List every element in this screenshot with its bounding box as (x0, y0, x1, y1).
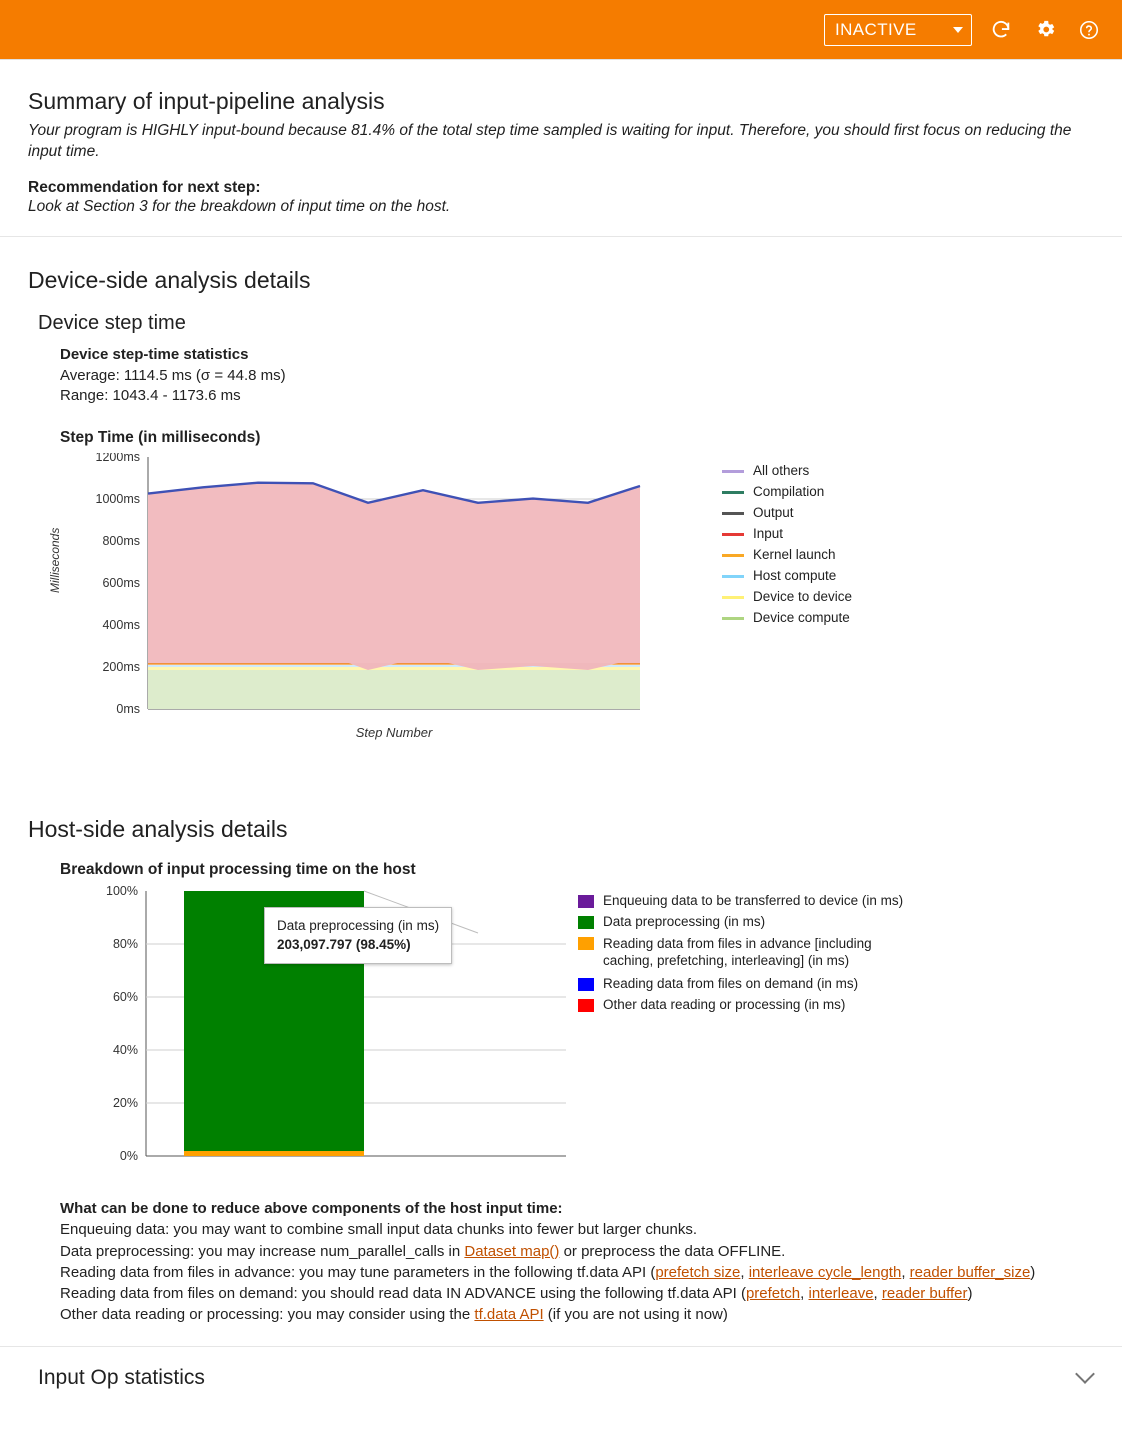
summary-section (0, 60, 1122, 237)
legend-item (722, 587, 852, 608)
step-time-chart (48, 452, 712, 758)
legend-swatch-read-advance (578, 937, 594, 950)
legend-item (722, 461, 852, 482)
howto-text: , (901, 1263, 910, 1281)
legend-item (722, 524, 852, 545)
legend-label: Host compute (753, 568, 837, 584)
legend-swatch-compilation (722, 491, 744, 494)
host-breakdown-row (60, 885, 1094, 1182)
host-breakdown-legend (578, 893, 913, 1018)
link-reader-buffer-size[interactable]: reader buffer_size (909, 1263, 1031, 1281)
ytick-60: 60% (112, 989, 138, 1004)
top-toolbar (0, 0, 1122, 60)
howto-text: or preprocess the data OFFLINE. (559, 1242, 786, 1260)
legend-label: Reading data from files in advance [including caching, prefetching, interleaving] (in ms) (603, 935, 872, 969)
input-area (148, 483, 640, 663)
howto-header: What can be done to reduce above components of the host input time: (60, 1199, 563, 1217)
legend-label: Reading data from files on demand (in ms) (603, 976, 859, 991)
chevron-down-icon[interactable] (1075, 1364, 1095, 1384)
legend-label: Compilation (753, 484, 825, 500)
legend-swatch-enqueuing (578, 895, 594, 908)
howto-text: ) (967, 1285, 973, 1303)
legend-item (722, 608, 852, 629)
howto-line-preprocessing (60, 1241, 1094, 1262)
legend-label: Kernel launch (753, 547, 836, 563)
tooltip-label: Data preprocessing (in ms) (277, 917, 440, 933)
help-icon[interactable] (1074, 15, 1104, 45)
legend-item (578, 914, 913, 929)
howto-text: Other data reading or processing: you may consider using the (60, 1306, 475, 1324)
howto-line-other (60, 1304, 1094, 1325)
ytick-80: 80% (112, 936, 138, 951)
legend-swatch-device-to-device (722, 596, 744, 599)
howto-text: , (800, 1285, 809, 1303)
howto-line-read-advance (60, 1262, 1094, 1283)
ytick-1200: 1200ms (95, 452, 140, 464)
bar-reading-in-advance[interactable] (184, 1151, 364, 1156)
recommendation-body: Look at Section 3 for the breakdown of input time on the host. (28, 197, 451, 215)
legend-item (722, 545, 852, 566)
legend-swatch-output (722, 512, 744, 515)
input-op-statistics-accordion[interactable] (0, 1347, 1122, 1409)
howto-text: ) (1030, 1263, 1036, 1281)
legend-item (578, 997, 913, 1012)
device-step-time-stats (60, 345, 1094, 407)
ytick-600: 600ms (102, 575, 140, 590)
howto-text: Data preprocessing: you may increase num_parallel_calls in (60, 1242, 465, 1260)
host-breakdown-title: Breakdown of input processing time on the host (60, 860, 416, 878)
chevron-down-icon (953, 27, 963, 33)
host-breakdown-chart (60, 885, 570, 1182)
host-recommendations (60, 1198, 1094, 1326)
legend-swatch-read-demand (578, 978, 594, 991)
chart-tooltip (264, 907, 452, 964)
howto-text: Reading data from files in advance: you may tune parameters in the following tf.data API ( (60, 1263, 656, 1281)
step-time-chart-svg (52, 453, 712, 753)
legend-item (578, 893, 913, 908)
legend-item (578, 976, 913, 991)
x-axis-label: Step Number (355, 724, 433, 740)
link-dataset-map[interactable]: Dataset map() (464, 1242, 560, 1260)
howto-text: , (873, 1285, 882, 1303)
refresh-icon[interactable] (986, 15, 1016, 45)
step-time-chart-row (38, 453, 1094, 758)
legend-swatch-preprocessing (578, 916, 594, 929)
run-selector[interactable] (824, 14, 972, 46)
ytick-200: 200ms (102, 659, 140, 674)
legend-item (722, 503, 852, 524)
ytick-40: 40% (112, 1042, 138, 1057)
device-step-time-title: Device step time (38, 311, 186, 334)
link-prefetch-size[interactable]: prefetch size (655, 1263, 741, 1281)
ytick-100: 100% (106, 884, 138, 898)
ytick-0: 0% (119, 1148, 138, 1163)
legend-label: Input (753, 526, 784, 542)
summary-body: Your program is HIGHLY input-bound because 81.4% of the total step time sampled is waiting for input. Therefore, you should first focus on reducing the input time. (28, 122, 1072, 160)
legend-item (578, 935, 913, 970)
link-reader-buffer[interactable]: reader buffer (881, 1285, 968, 1303)
legend-label: Device to device (753, 589, 853, 605)
howto-line-enqueuing: Enqueuing data: you may want to combine small input data chunks into fewer but larger chunks. (60, 1221, 698, 1239)
device-analysis-section (0, 237, 1122, 758)
main-content (0, 60, 1122, 1409)
accordion-label: Input Op statistics (38, 1365, 205, 1389)
legend-swatch-kernel-launch (722, 554, 744, 557)
tooltip-value: 203,097.797 (98.45%) (277, 937, 411, 953)
link-tf-data-api[interactable]: tf.data API (474, 1306, 544, 1324)
step-time-legend (722, 461, 852, 629)
legend-label: Enqueuing data to be transferred to device (in ms) (603, 892, 904, 908)
host-section-title: Host-side analysis details (28, 815, 288, 842)
legend-swatch-host-compute (722, 575, 744, 578)
howto-line-read-demand (60, 1283, 1094, 1304)
ytick-400: 400ms (102, 617, 140, 632)
gear-icon[interactable] (1030, 15, 1060, 45)
legend-swatch-device-compute (722, 617, 744, 620)
y-axis-label: Milliseconds (48, 527, 62, 593)
legend-label: All others (753, 463, 810, 479)
link-interleave[interactable]: interleave (808, 1285, 874, 1303)
legend-label: Device compute (753, 610, 850, 626)
recommendation-title: Recommendation for next step: (28, 178, 261, 196)
howto-text: , (740, 1263, 749, 1281)
ytick-1000: 1000ms (95, 491, 140, 506)
legend-label: Data preprocessing (in ms) (603, 913, 766, 929)
stats-average: Average: 1114.5 ms (σ = 44.8 ms) (60, 366, 286, 384)
stats-range: Range: 1043.4 - 1173.6 ms (60, 387, 241, 405)
howto-text: (if you are not using it now) (543, 1306, 728, 1324)
link-prefetch[interactable]: prefetch (745, 1285, 801, 1303)
stats-header: Device step-time statistics (60, 345, 249, 363)
ytick-20: 20% (112, 1095, 138, 1110)
ytick-800: 800ms (102, 533, 140, 548)
legend-label: Output (753, 505, 794, 521)
step-time-chart-title: Step Time (in milliseconds) (60, 428, 261, 446)
howto-text: Reading data from files on demand: you should read data IN ADVANCE using the following tf.data API ( (60, 1285, 746, 1303)
legend-label: Other data reading or processing (in ms) (603, 997, 846, 1012)
host-analysis-section (0, 758, 1122, 1347)
ytick-0: 0ms (116, 701, 140, 716)
device-section-title: Device-side analysis details (28, 266, 311, 293)
legend-swatch-input (722, 533, 744, 536)
legend-swatch-other (578, 999, 594, 1012)
legend-swatch-all-others (722, 470, 744, 473)
legend-item (722, 566, 852, 587)
run-selector-value: INACTIVE (835, 19, 917, 39)
legend-item (722, 482, 852, 503)
link-interleave-cycle-length[interactable]: interleave cycle_length (748, 1263, 902, 1281)
summary-title: Summary of input-pipeline analysis (28, 88, 385, 114)
